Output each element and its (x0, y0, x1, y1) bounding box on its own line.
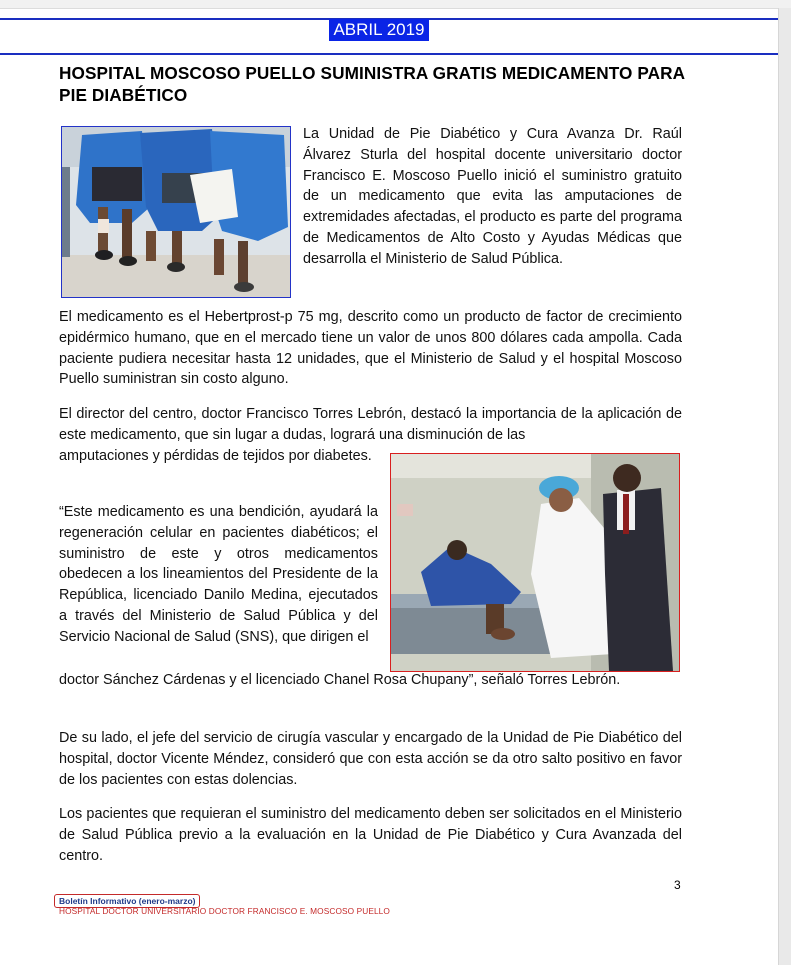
paragraph-director-continued: amputaciones y pérdidas de tejidos por diabetes. (59, 448, 372, 464)
paragraph-director: El director del centro, doctor Francisco Torres Lebrón, destacó la importancia de la aplicación de este medicamento, que sin lugar a dudas, logrará una disminución de las (59, 406, 682, 443)
patients-illustration (62, 127, 290, 297)
exam-illustration (391, 454, 679, 671)
patients-photo (61, 126, 291, 298)
issue-month: ABRIL 2019 (329, 19, 429, 41)
bulletin-label: Boletín Informativo (enero-marzo) (54, 894, 200, 908)
vertical-scrollbar[interactable] (778, 8, 791, 965)
paragraph-intro: La Unidad de Pie Diabético y Cura Avanza Dr. Raúl Álvarez Sturla del hospital docente universitario doctor Francisco E. Moscoso Puello inició el suministro gratuito de un medicamento que evita las amputaciones de extremidades afectadas, el producto es parte del programa de Medicamentos de Alto Costo y Ayudas Médicas que desarrolla el Ministerio de Salud Pública. (303, 126, 682, 267)
header-rule-bottom (0, 53, 778, 55)
article-title: HOSPITAL MOSCOSO PUELLO SUMINISTRA GRATIS MEDICAMENTO PARA PIE DIABÉTICO (59, 63, 685, 105)
paragraph-medication: El medicamento es el Hebertprost-p 75 mg, descrito como un producto de factor de crecimiento epidérmico humano, que en el mercado tiene un valor de unos 800 dólares cada ampolla. Cada paciente pudiera necesitar hasta 12 unidades, que el Ministerio de Salud y el hospital Moscoso Puello suministran sin costo alguno. (59, 309, 682, 388)
window-top-strip (0, 0, 791, 9)
paragraph-quote: “Este medicamento es una bendición, ayudará la regeneración celular en pacientes diabéticos; el suministro de este y otros medicamentos obedecen a los lineamientos del Presidente de la República, licenciado Danilo Medina, ejecutados a través del Ministerio de Salud Pública y del Servicio Nacional de Salud (SNS), que dirigen el (59, 504, 378, 645)
hospital-footer: HOSPITAL DOCTOR UNIVERSITARIO DOCTOR FRANCISCO E. MOSCOSO PUELLO (59, 906, 390, 916)
doctor-exam-photo (390, 453, 680, 672)
paragraph-requirements: Los pacientes que requieran el suministro del medicamento deben ser solicitados en el Ministerio de Salud Pública previo a la evaluación en la Unidad de Pie Diabético y Cura Avanzada del centro. (59, 806, 682, 864)
page-number: 3 (674, 878, 681, 892)
paragraph-quote-continued: doctor Sánchez Cárdenas y el licenciado Chanel Rosa Chupany”, señaló Torres Lebrón. (59, 672, 621, 688)
paragraph-vascular-chief: De su lado, el jefe del servicio de cirugía vascular y encargado de la Unidad de Pie Diabético del hospital, doctor Vicente Méndez, consideró que con esta acción se da otro salto positivo en favor de los pacientes con estas dolencias. (59, 730, 682, 788)
